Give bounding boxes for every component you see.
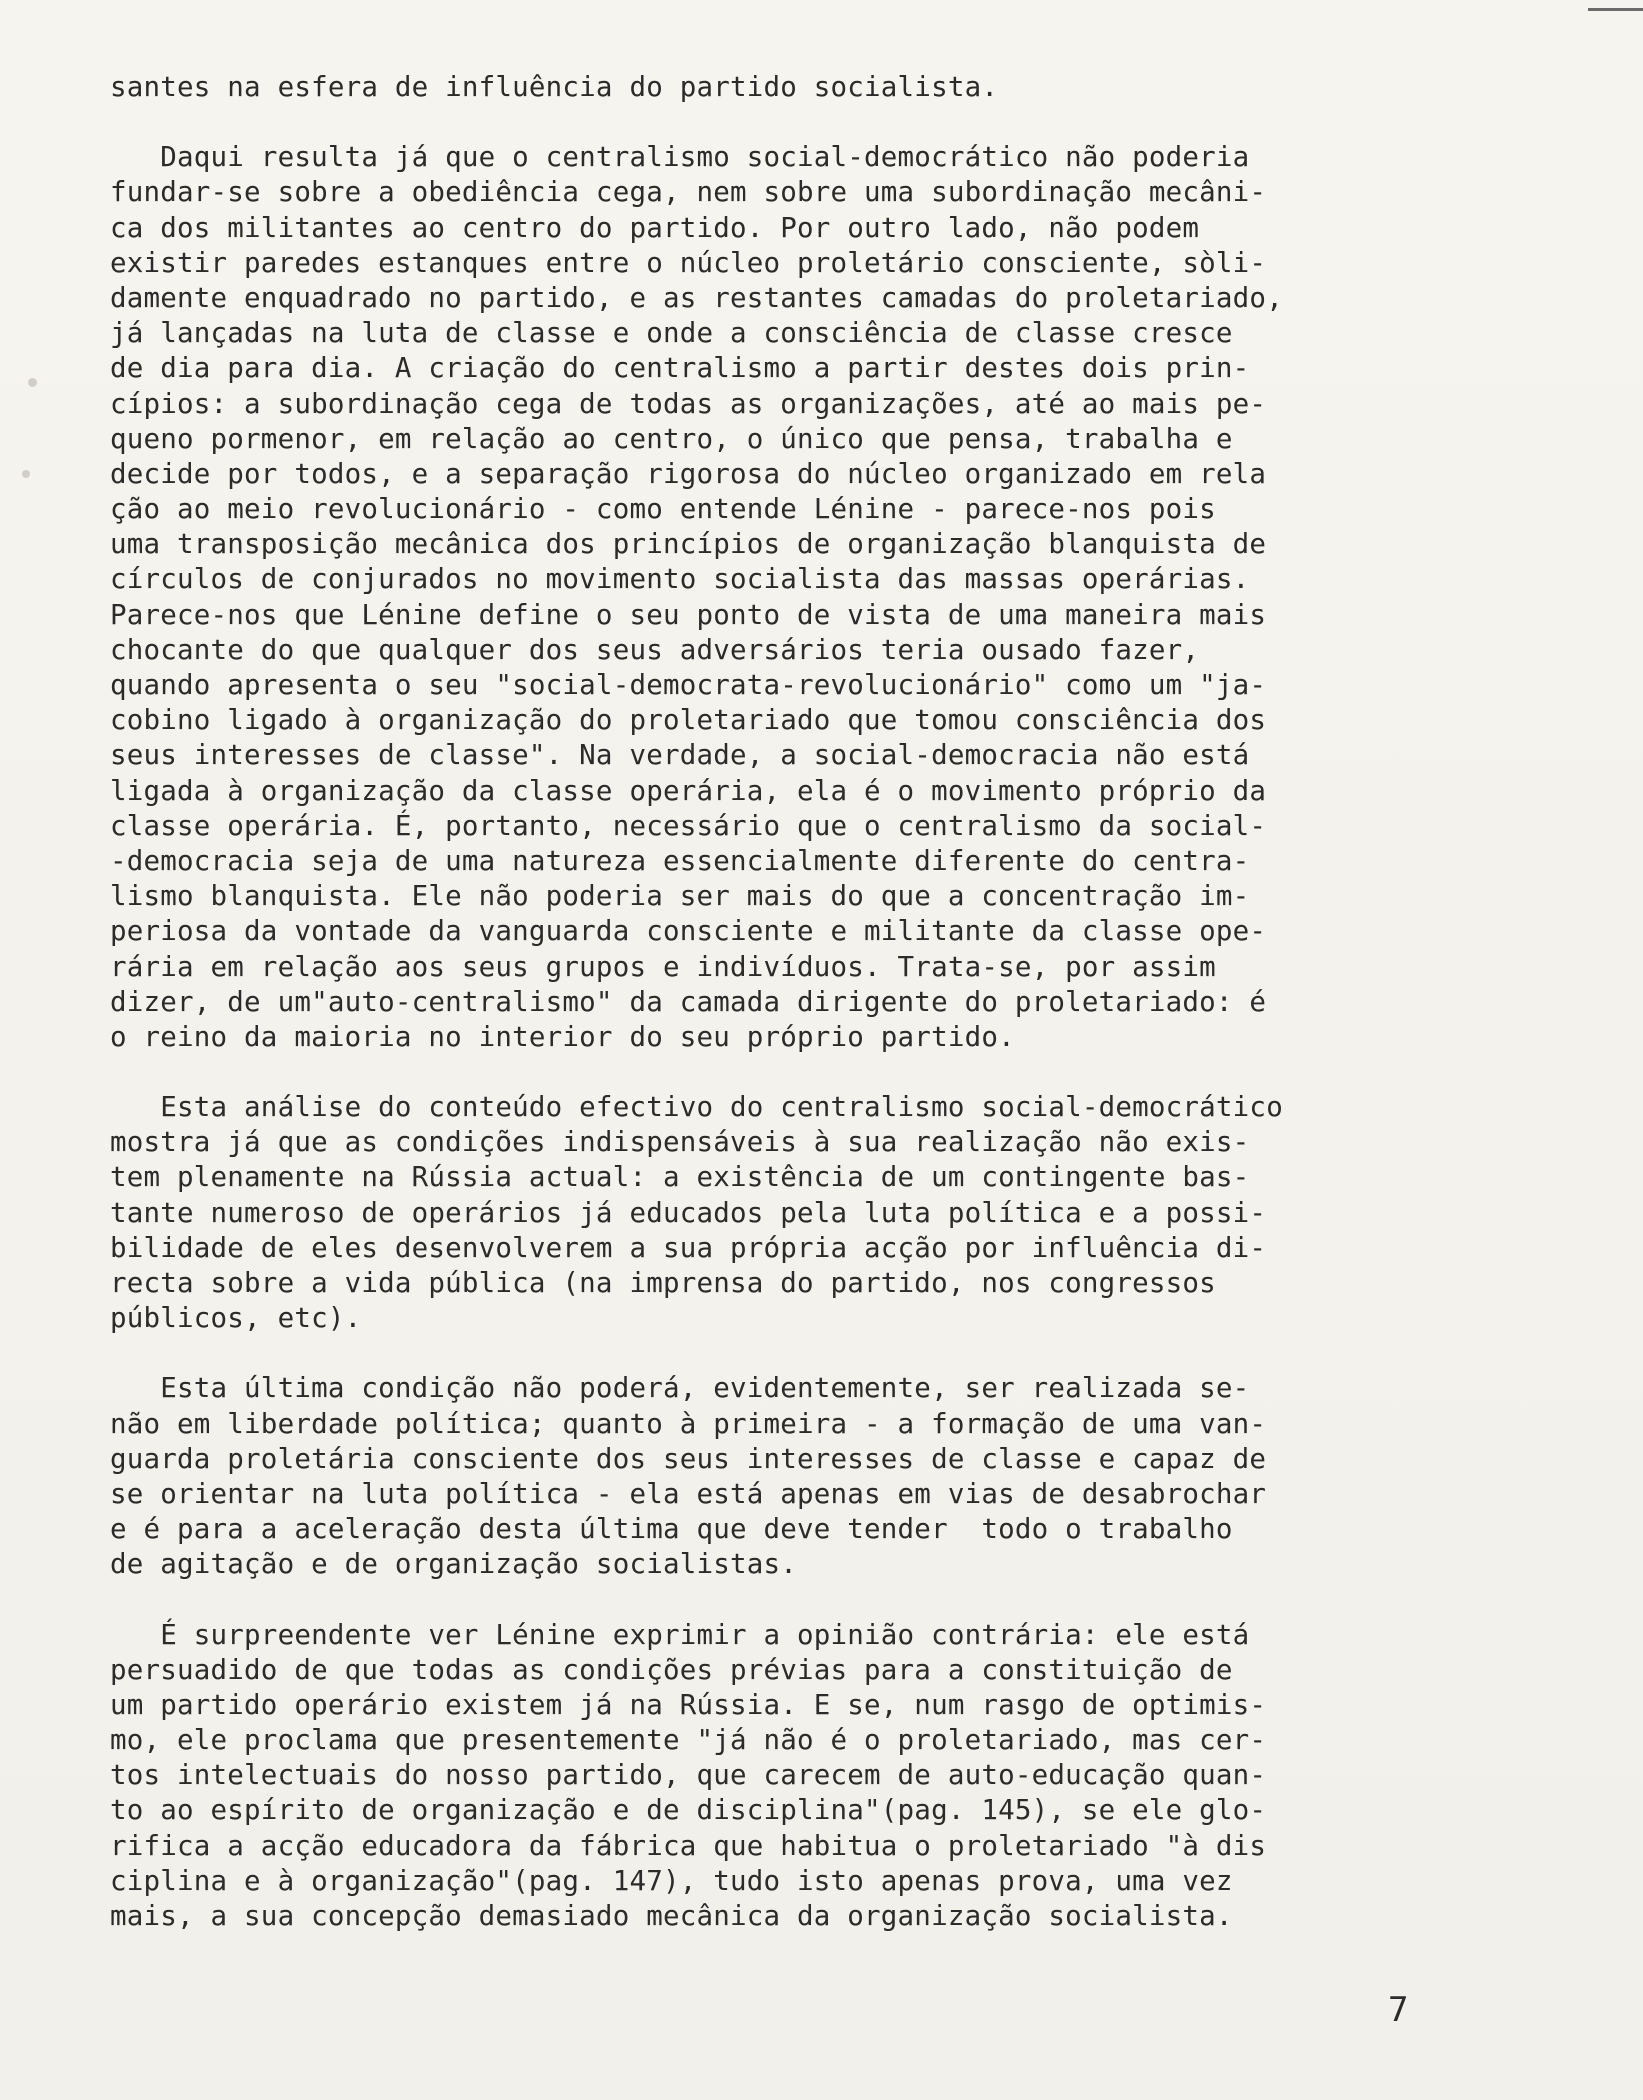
text-line: damente enquadrado no partido, e as restantes camadas do proletariado,: [110, 281, 1283, 314]
paragraph: [110, 1618, 1530, 1935]
text-line: seus interesses de classe". Na verdade, a social-democracia não está: [110, 739, 1250, 772]
text-line: de dia para dia. A criação do centralismo a partir destes dois prin-: [110, 352, 1250, 385]
text-line: bilidade de eles desenvolverem a sua própria acção por influência di-: [110, 1231, 1267, 1264]
text-line: tem plenamente na Rússia actual: a existência de um contingente bas-: [110, 1161, 1250, 1194]
page-number: 7: [1388, 1990, 1409, 2030]
text-line: dizer, de um"auto-centralismo" da camada dirigente do proletariado: é: [110, 985, 1267, 1018]
text-line: um partido operário existem já na Rússia. E se, num rasgo de optimis-: [110, 1688, 1267, 1721]
margin-smudge: [22, 470, 30, 478]
text-line: ca dos militantes ao centro do partido. Por outro lado, não podem: [110, 211, 1200, 244]
body-text: [110, 70, 1530, 1969]
text-line: ciplina e à organização"(pag. 147), tudo isto apenas prova, uma vez: [110, 1864, 1233, 1897]
text-line: já lançadas na luta de classe e onde a consciência de classe cresce: [110, 317, 1233, 350]
text-line: classe operária. É, portanto, necessário que o centralismo da social-: [110, 809, 1267, 842]
text-line: guarda proletária consciente dos seus interesses de classe e capaz de: [110, 1442, 1267, 1475]
corner-mark: [1588, 8, 1643, 11]
text-line: não em liberdade política; quanto à primeira - a formação de uma van-: [110, 1407, 1267, 1440]
text-line: quando apresenta o seu "social-democrata-revolucionário" como um "ja-: [110, 669, 1267, 701]
text-line: -democracia seja de uma natureza essencialmente diferente do centra-: [110, 844, 1250, 877]
text-line: tos intelectuais do nosso partido, que carecem de auto-educação quan-: [110, 1759, 1267, 1792]
paragraph: [110, 70, 1530, 105]
text-line: ligada à organização da classe operária, ela é o movimento próprio da: [110, 774, 1267, 807]
text-line: mais, a sua concepção demasiado mecânica da organização socialista.: [110, 1900, 1233, 1932]
text-line: mo, ele proclama que presentemente "já não é o proletariado, mas cer-: [110, 1724, 1267, 1757]
text-line: recta sobre a vida pública (na imprensa do partido, nos congressos: [110, 1267, 1216, 1299]
text-line: públicos, etc).: [110, 1302, 362, 1335]
text-line: uma transposição mecânica dos princípios de organização blanquista de: [110, 528, 1267, 561]
text-line: cípios: a subordinação cega de todas as organizações, até ao mais pe-: [110, 387, 1267, 420]
text-line: e é para a aceleração desta última que deve tender todo o trabalho: [110, 1513, 1233, 1546]
paragraph: [110, 1371, 1530, 1582]
paragraph: [110, 140, 1530, 1055]
text-line: queno pormenor, em relação ao centro, o único que pensa, trabalha e: [110, 422, 1233, 455]
margin-smudge: [28, 378, 37, 387]
text-line: Esta última condição não poderá, evidentemente, ser realizada se-: [110, 1372, 1250, 1405]
text-line: se orientar na luta política - ela está apenas em vias de desabrochar: [110, 1477, 1267, 1510]
text-line: existir paredes estanques entre o núcleo proletário consciente, sòli-: [110, 246, 1267, 279]
text-line: de agitação e de organização socialistas.: [110, 1548, 798, 1581]
text-line: tante numeroso de operários já educados pela luta política e a possi-: [110, 1196, 1267, 1229]
text-line: cobino ligado à organização do proletariado que tomou consciência dos: [110, 704, 1267, 737]
text-line: o reino da maioria no interior do seu próprio partido.: [110, 1020, 1015, 1053]
text-line: rifica a acção educadora da fábrica que habitua o proletariado "à dis: [110, 1829, 1267, 1862]
text-line: Parece-nos que Lénine define o seu ponto de vista de uma maneira mais: [110, 598, 1267, 631]
text-line: decide por todos, e a separação rigorosa do núcleo organizado em rela: [110, 457, 1267, 490]
text-line: to ao espírito de organização e de disciplina"(pag. 145), se ele glo-: [110, 1794, 1267, 1827]
text-line: persuadido de que todas as condições prévias para a constituição de: [110, 1653, 1233, 1686]
text-line: ção ao meio revolucionário - como entende Lénine - parece-nos pois: [110, 493, 1216, 526]
text-line: Esta análise do conteúdo efectivo do centralismo social-democrático: [110, 1091, 1283, 1124]
text-line: mostra já que as condições indispensáveis à sua realização não exis-: [110, 1126, 1250, 1159]
paragraph: [110, 1090, 1530, 1336]
text-line: fundar-se sobre a obediência cega, nem sobre uma subordinação mecâni-: [110, 176, 1267, 209]
text-line: círculos de conjurados no movimento socialista das massas operárias.: [110, 563, 1250, 596]
text-line: Daqui resulta já que o centralismo social-democrático não poderia: [110, 141, 1250, 174]
text-line: santes na esfera de influência do partido socialista.: [110, 71, 999, 103]
text-line: periosa da vontade da vanguarda consciente e militante da classe ope-: [110, 915, 1267, 948]
text-line: rária em relação aos seus grupos e indivíduos. Trata-se, por assim: [110, 950, 1216, 983]
text-line: chocante do que qualquer dos seus adversários teria ousado fazer,: [110, 633, 1200, 666]
text-line: lismo blanquista. Ele não poderia ser mais do que a concentração im-: [110, 880, 1250, 913]
text-line: É surpreendente ver Lénine exprimir a opinião contrária: ele está: [110, 1618, 1250, 1651]
